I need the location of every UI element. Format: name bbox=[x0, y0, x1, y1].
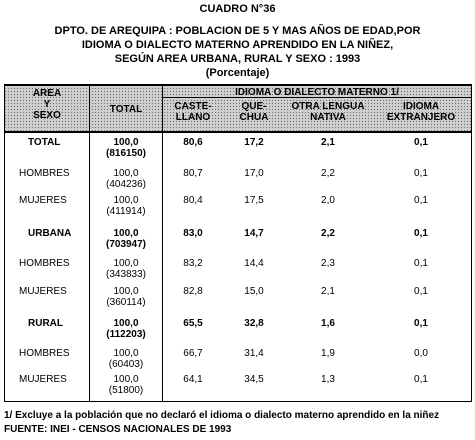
table-title-line-1: DPTO. DE AREQUIPA : POBLACION DE 5 Y MAS AÑOS DE EDAD,POR bbox=[54, 25, 421, 37]
castellano-percent: 82,8 bbox=[183, 286, 203, 297]
otra-percent: 2,1 bbox=[321, 286, 335, 297]
total-percent: 100,0 bbox=[113, 374, 139, 385]
col-header-area: AREA Y SEXO bbox=[32, 88, 62, 121]
extranjero-percent: 0,1 bbox=[414, 137, 428, 148]
row-label: HOMBRES bbox=[19, 348, 70, 359]
quechua-percent: 15,0 bbox=[244, 286, 264, 297]
otra-percent: 2,1 bbox=[321, 137, 335, 148]
castellano-percent: 83,0 bbox=[183, 228, 203, 239]
col-header-castellano: CASTE- LLANO bbox=[174, 101, 212, 123]
table-top-border bbox=[4, 84, 472, 86]
population-count: (343833) bbox=[105, 269, 147, 280]
row-label: URBANA bbox=[28, 228, 72, 239]
total-percent: 100,0 bbox=[113, 195, 139, 206]
total-percent: 100,0 bbox=[113, 286, 139, 297]
extranjero-percent: 0,1 bbox=[414, 195, 428, 206]
table-unit: (Porcentaje) bbox=[205, 67, 270, 79]
population-count: (816150) bbox=[105, 148, 147, 159]
col-header-idioma-group: IDIOMA O DIALECTO MATERNO 1/ bbox=[235, 87, 399, 98]
population-count: (703947) bbox=[105, 239, 147, 250]
otra-percent: 2,0 bbox=[321, 195, 335, 206]
total-percent: 100,0 bbox=[113, 137, 139, 148]
total-percent: 100,0 bbox=[113, 258, 139, 269]
population-count: (112203) bbox=[106, 329, 146, 340]
extranjero-percent: 0,1 bbox=[414, 374, 428, 385]
population-count: (404236) bbox=[105, 179, 147, 190]
col-header-extranjero: IDIOMA EXTRANJERO bbox=[386, 101, 456, 123]
row-label: MUJERES bbox=[19, 286, 67, 297]
otra-percent: 2,2 bbox=[321, 168, 335, 179]
quechua-percent: 14,7 bbox=[244, 228, 264, 239]
quechua-percent: 17,2 bbox=[244, 137, 264, 148]
population-count: (360114) bbox=[106, 297, 146, 308]
population-count: (60403) bbox=[108, 359, 144, 370]
population-count: (51800) bbox=[108, 385, 144, 396]
otra-percent: 2,2 bbox=[321, 228, 335, 239]
col-header-quechua: QUE- CHUA bbox=[239, 101, 269, 123]
population-count: (411914) bbox=[106, 206, 146, 217]
table-number: CUADRO N°36 bbox=[199, 3, 276, 15]
quechua-percent: 14,4 bbox=[244, 258, 264, 269]
extranjero-percent: 0,0 bbox=[414, 348, 428, 359]
quechua-percent: 34,5 bbox=[244, 374, 264, 385]
row-label: HOMBRES bbox=[19, 168, 70, 179]
row-label: RURAL bbox=[28, 318, 63, 329]
castellano-percent: 80,6 bbox=[183, 137, 203, 148]
table-left-border bbox=[4, 84, 5, 402]
extranjero-percent: 0,1 bbox=[414, 286, 428, 297]
table-bottom-border bbox=[4, 401, 472, 402]
table-title-line-2: IDIOMA O DIALECTO MATERNO APRENDIDO EN LA NIÑEZ, bbox=[81, 39, 394, 51]
castellano-percent: 66,7 bbox=[183, 348, 203, 359]
quechua-percent: 32,8 bbox=[244, 318, 264, 329]
castellano-percent: 65,5 bbox=[183, 318, 203, 329]
row-label: MUJERES bbox=[19, 195, 67, 206]
extranjero-percent: 0,1 bbox=[414, 168, 428, 179]
table-right-border bbox=[471, 84, 472, 402]
otra-percent: 2,3 bbox=[321, 258, 335, 269]
castellano-percent: 83,2 bbox=[183, 258, 203, 269]
quechua-percent: 17,5 bbox=[244, 195, 264, 206]
row-label: MUJERES bbox=[19, 374, 67, 385]
quechua-percent: 17,0 bbox=[244, 168, 264, 179]
col-header-total: TOTAL bbox=[109, 104, 143, 115]
source-note: FUENTE: INEI - CENSOS NACIONALES DE 1993 bbox=[4, 424, 232, 435]
col-header-otra-lengua: OTRA LENGUA NATIVA bbox=[291, 101, 365, 123]
row-label: HOMBRES bbox=[19, 258, 70, 269]
castellano-percent: 80,7 bbox=[183, 168, 203, 179]
footnote: 1/ Excluye a la población que no declaró el idioma o dialecto materno aprendido en la niñez bbox=[4, 410, 440, 421]
table-title-line-3: SEGÚN AREA URBANA, RURAL Y SEXO : 1993 bbox=[114, 53, 361, 65]
row-label: TOTAL bbox=[28, 137, 61, 148]
total-percent: 100,0 bbox=[113, 348, 139, 359]
total-percent: 100,0 bbox=[113, 168, 139, 179]
castellano-percent: 64,1 bbox=[183, 374, 203, 385]
extranjero-percent: 0,1 bbox=[414, 318, 428, 329]
otra-percent: 1,6 bbox=[321, 318, 335, 329]
total-percent: 100,0 bbox=[113, 228, 139, 239]
castellano-percent: 80,4 bbox=[183, 195, 203, 206]
otra-percent: 1,3 bbox=[321, 374, 335, 385]
extranjero-percent: 0,1 bbox=[414, 258, 428, 269]
otra-percent: 1,9 bbox=[321, 348, 335, 359]
quechua-percent: 31,4 bbox=[244, 348, 264, 359]
header-bottom-border bbox=[4, 131, 472, 133]
extranjero-percent: 0,1 bbox=[414, 228, 428, 239]
total-percent: 100,0 bbox=[113, 318, 139, 329]
